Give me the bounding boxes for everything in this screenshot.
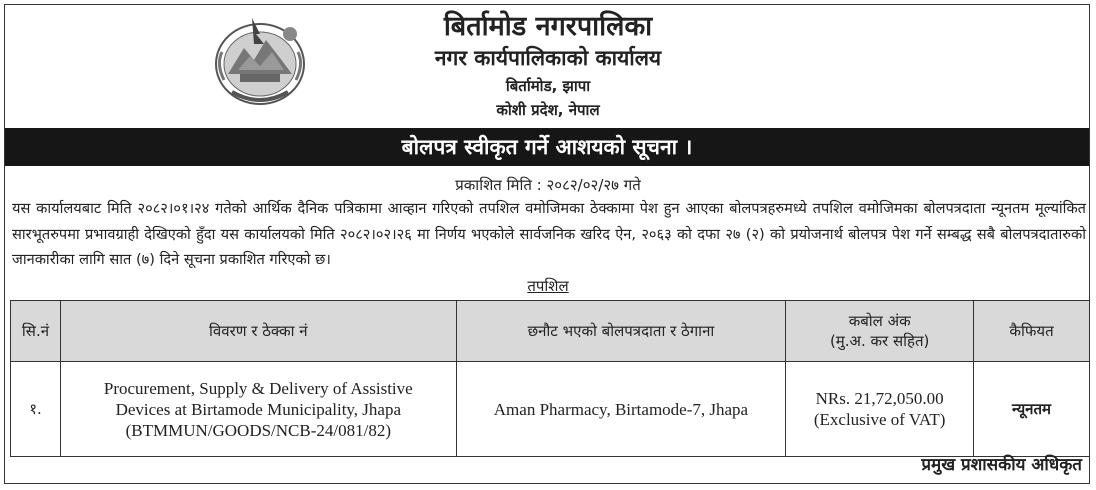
header-amount-line2: (मु.अ. कर सहित)	[829, 332, 930, 350]
signatory: प्रमुख प्रशासकीय अधिकृत	[921, 455, 1082, 475]
notice-banner: बोलपत्र स्वीकृत गर्ने आशयको सूचना ।	[5, 128, 1089, 166]
header-description: विवरण र ठेक्का नं	[60, 301, 456, 362]
published-date: प्रकाशित मिति : २०८२/०२/२७ गते	[455, 176, 641, 194]
office-province: कोशी प्रदेश, नेपाल	[496, 101, 600, 119]
table-row	[11, 362, 1090, 457]
amount-line: NRs. 21,72,050.00	[815, 389, 944, 408]
header-amount-line1: कबोल अंक	[848, 312, 911, 330]
description-line: Procurement, Supply & Delivery of Assistive	[103, 378, 413, 398]
cell-remarks: न्यूनतम	[974, 362, 1090, 457]
cell-sn: १.	[11, 362, 61, 457]
cell-description	[60, 362, 456, 457]
header-amount	[786, 301, 974, 362]
description-line: Devices at Birtamode Municipality, Jhapa	[115, 399, 402, 419]
table-header-row	[11, 301, 1090, 362]
notice-body: यस कार्यालयबाट मिति २०८२।०१।२४ गतेको आर्थिक दैनिक पत्रिकामा आव्हान गरिएको तपशिल वमोजिमका ठेक्कामा पेश हुन आएका बोलपत्रहरुमध्ये तपशिल वमोजिमका बोलपत्रदाता न्यूनतम मूल्यांकित सारभूतरुपमा प्रभावग्राही देखिएको हुँदा यस कार्यालयको मिति २०८२।०२।२६ मा निर्णय भएकोले सार्वजनिक खरिद ऐन, २०६३ को दफा २७ (२) को प्रयोजनार्थ बोलपत्र पेश गर्ने सम्बद्ध सबै बोलपत्रदातारुको जानकारीका लागि सात (७) दिने सूचना प्रकाशित गरिएको छ।	[12, 200, 1086, 268]
schedule-label: तपशिल	[527, 277, 569, 295]
header-sn: सि.नं	[11, 301, 61, 362]
office-address: बिर्तामोड, झापा	[505, 77, 591, 95]
office-title: नगर कार्यपालिकाको कार्यालय	[434, 46, 662, 70]
bid-table	[10, 300, 1090, 457]
amount-line: (Exclusive of VAT)	[813, 410, 946, 429]
header-remarks: कैफियत	[974, 301, 1090, 362]
cell-bidder: Aman Pharmacy, Birtamode-7, Jhapa	[456, 362, 786, 457]
municipality-title: बिर्तामोड नगरपालिका	[443, 11, 653, 42]
cell-amount	[786, 362, 974, 457]
description-line: (BTMMUN/GOODS/NCB-24/081/82)	[125, 420, 391, 440]
header-bidder: छनौट भएको बोलपत्रदाता र ठेगाना	[456, 301, 786, 362]
